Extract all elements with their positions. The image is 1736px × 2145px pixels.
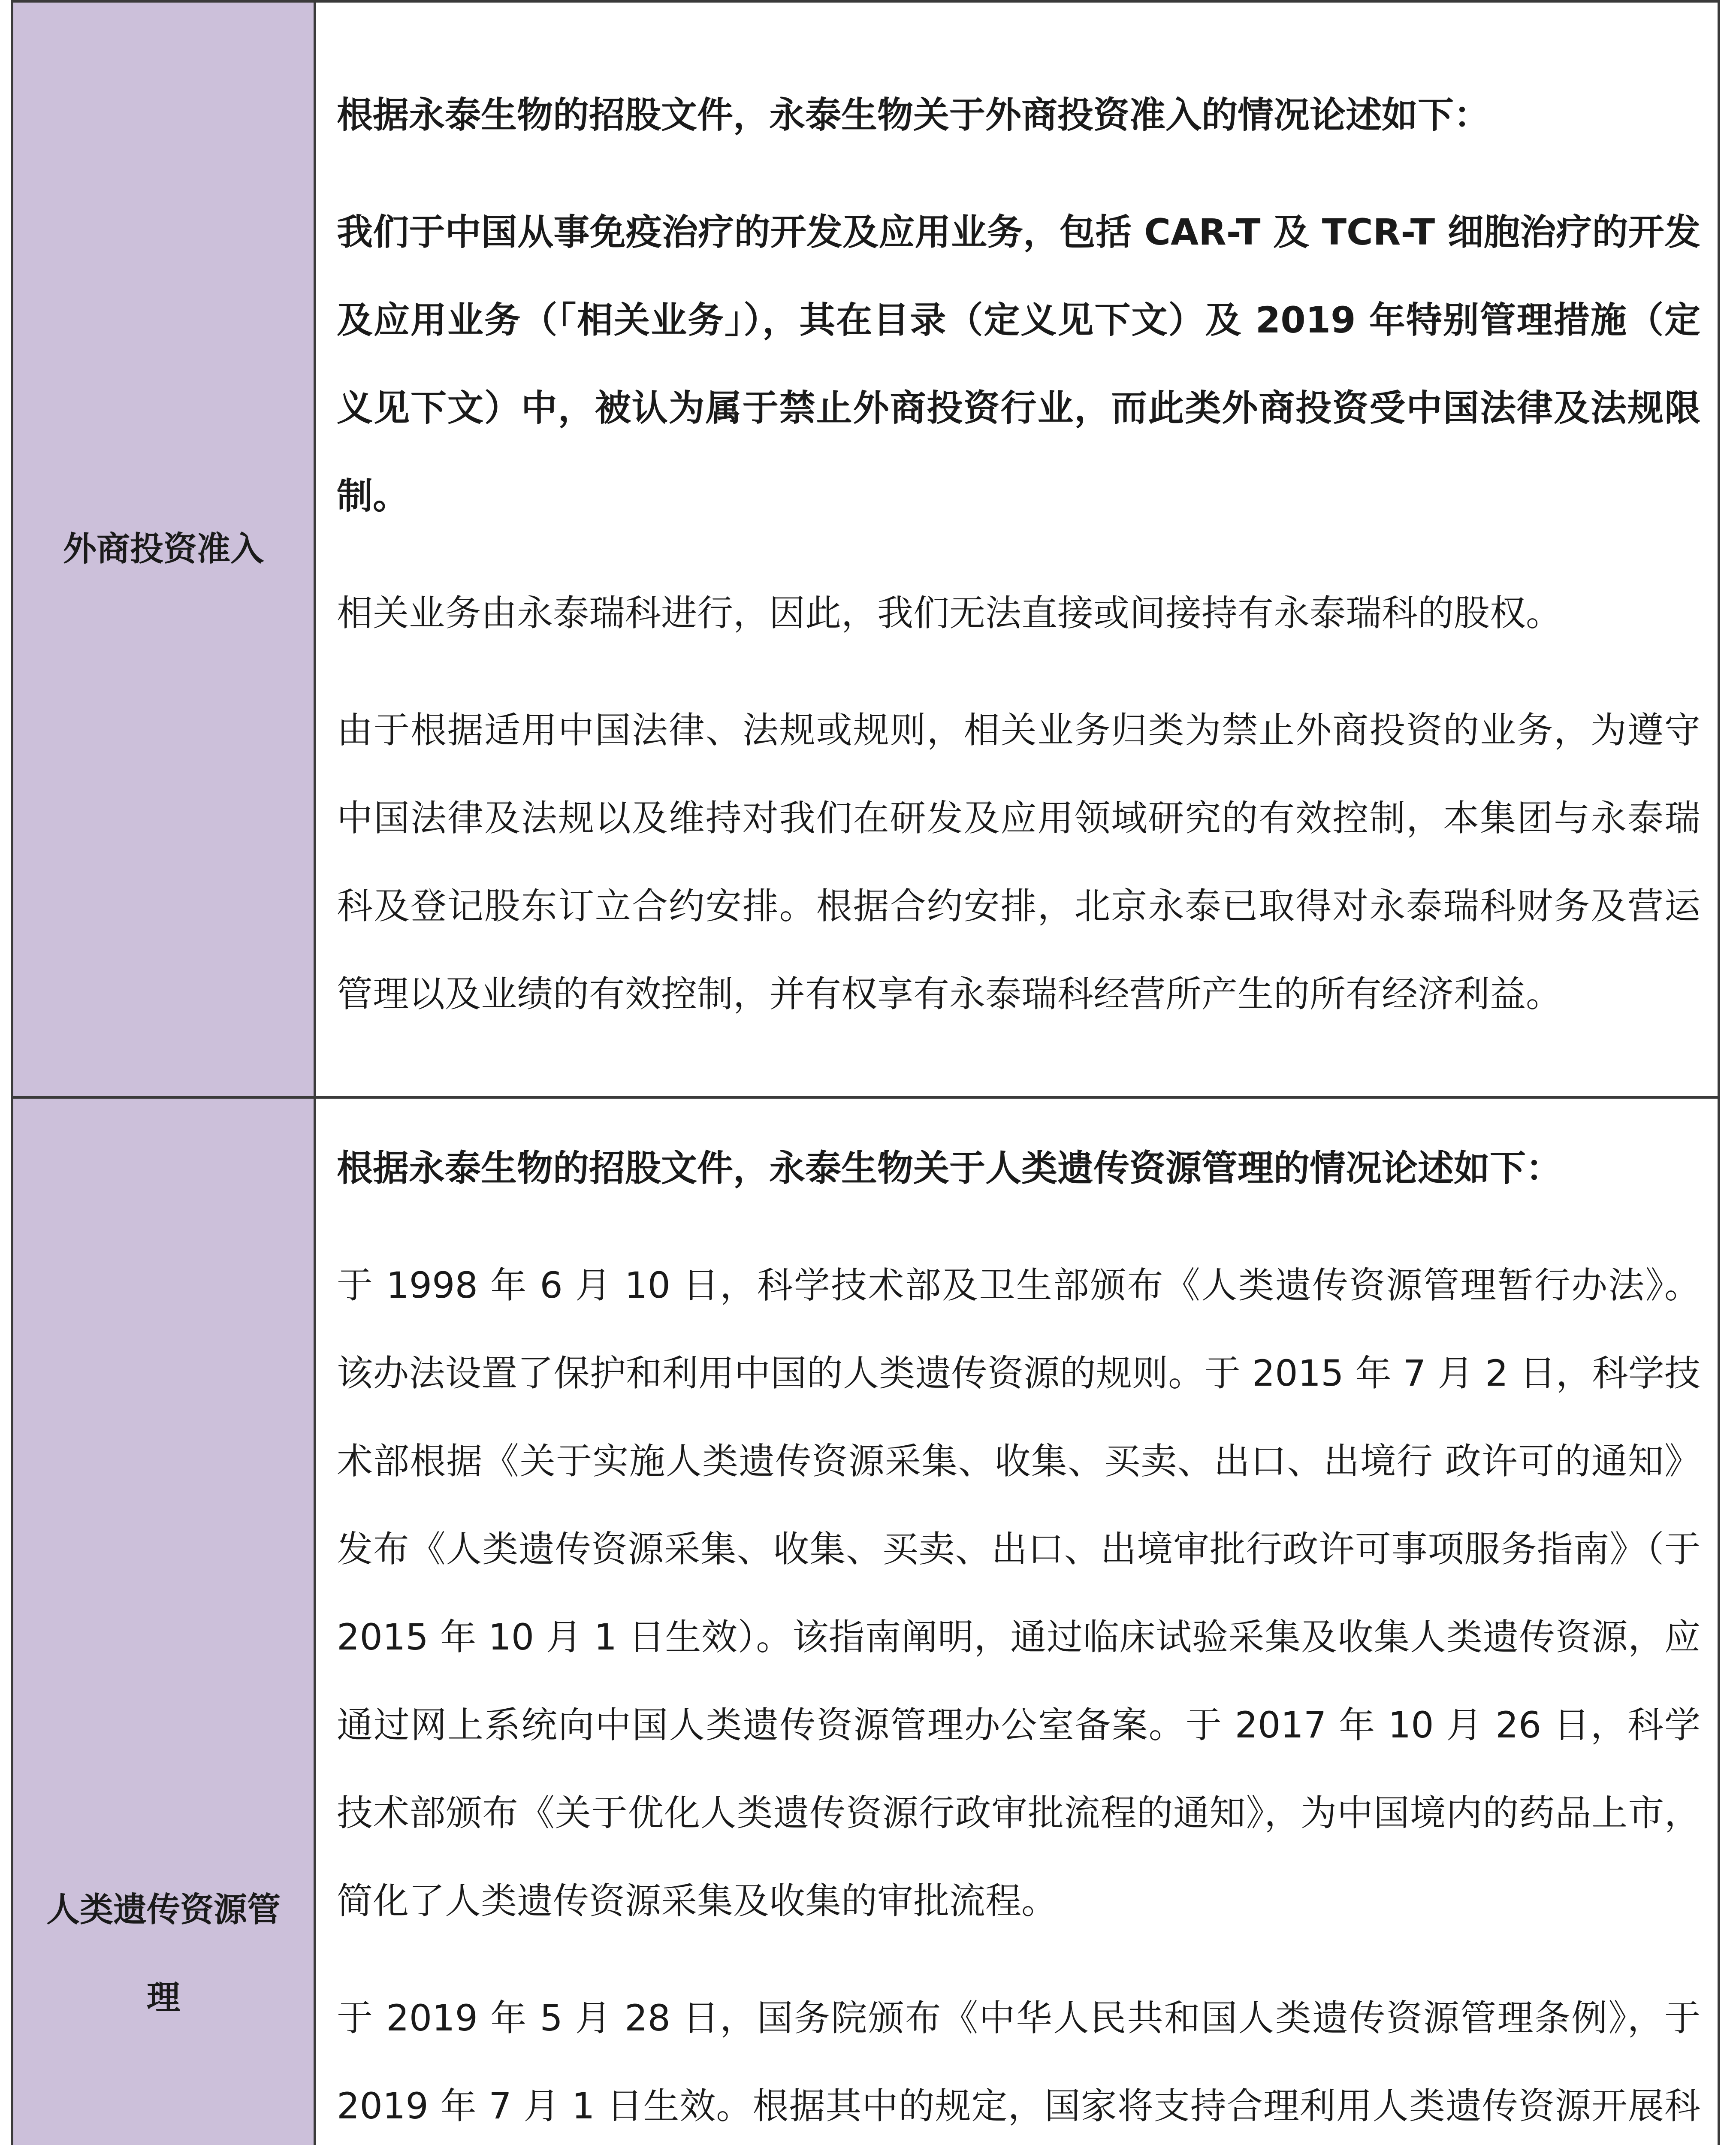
paragraph-2019-regulation: 于 2019 年 5 月 28 日，国务院颁布《中华人民共和国人类遗传资源管理条例》，于 2019 年 7 月 1 日生效。根据其中的规定，国家将支持合理利用人类遗传资源开展科 — [337, 1997, 1700, 2127]
row-content-foreign-investment — [315, 1, 1719, 1097]
regulatory-table — [11, 0, 1720, 2145]
row-label-foreign-investment — [12, 1, 315, 1097]
row-label-genetic-resources — [12, 1097, 315, 2145]
paragraph-contractual-arrangements: 由于根据适用中国法律、法规或规则，相关业务归类为禁止外商投资的业务，为遵守中国法律及法规以及维持对我们在研发及应用领域研究的有效控制，本集团与永泰瑞科及登记股东订立合约安排。根据合约安排，北京永泰已取得对永泰瑞科财务及营运管理以及业绩的有效控制，并有权享有永泰瑞科经营所产生的所有经济利益。 — [337, 709, 1700, 1015]
table-row-foreign-investment — [12, 1, 1719, 1097]
row-label-text: 人类遗传资源管理 — [46, 1891, 281, 2017]
paragraph-regulation-history: 于 1998 年 6 月 10 日，科学技术部及卫生部颁布《人类遗传资源管理暂行办法》。该办法设置了保护和利用中国的人类遗传资源的规则。于 2015 年 7 月 2 日，科学技术部根据《关于实施人类遗传资源采集、收集、买卖、出口、出境行 政许可的通知》发布《人类遗传资源采集、收集、买卖、出口、出境审批行政许可事项服务指南》（于 2015 年 10 月 1 日生效）。该指南阐明，通过临床试验采集及收集人类遗传资源，应通过网上系统向中国人类遗传资源管理办公室备案。于 2017 年 10 月 26 日，科学技术部颁布《关于优化人类遗传资源行政审批流程的通知》，为中国境内的药品上市，简化了人类遗传资源采集及收集的审批流程。 — [337, 1264, 1700, 1922]
paragraph-intro: 根据永泰生物的招股文件，永泰生物关于外商投资准入的情况论述如下： — [337, 94, 1490, 136]
paragraph-equity-restriction: 相关业务由永泰瑞科进行，因此，我们无法直接或间接持有永泰瑞科的股权。 — [337, 592, 1562, 634]
table-row-genetic-resources — [12, 1097, 1719, 2145]
row-content-genetic-resources — [315, 1097, 1719, 2145]
paragraph-business-scope: 我们于中国从事免疫治疗的开发及应用业务，包括 CAR-T 及 TCR-T 细胞治疗的开发及应用业务（「相关业务」），其在目录（定义见下文）及 2019 年特别管理措施（定义见下文）中，被认为属于禁止外商投资行业，而此类外商投资受中国法律及法规限制。 — [337, 211, 1700, 517]
row-label-text: 外商投资准入 — [63, 530, 264, 568]
paragraph-intro: 根据永泰生物的招股文件，永泰生物关于人类遗传资源管理的情况论述如下： — [337, 1147, 1562, 1189]
